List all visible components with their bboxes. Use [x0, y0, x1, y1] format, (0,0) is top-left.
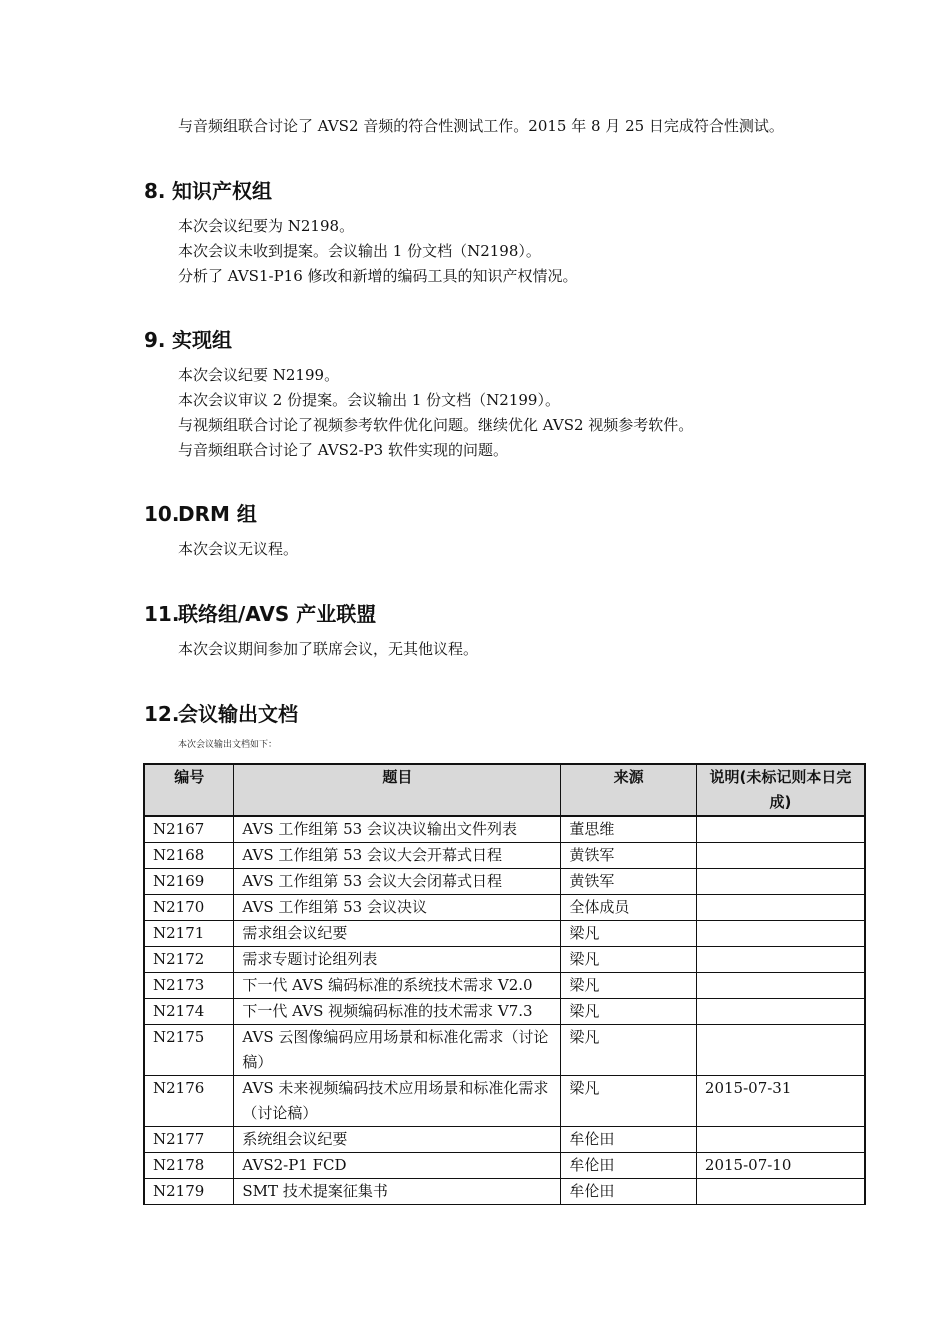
table-row [144, 999, 865, 1025]
cell-id: N2175 [144, 1025, 234, 1076]
section-9-line-3: 与视频组联合讨论了视频参考软件优化问题。继续优化 AVS2 视频参考软件。 [178, 416, 694, 434]
section-number: 10. [144, 502, 180, 526]
intro-paragraph: 与音频组联合讨论了 AVS2 音频的符合性测试工作。2015 年 8 月 25 日完成符合性测试。 [178, 117, 784, 135]
cell-source: 董思维 [561, 816, 697, 843]
cell-title: SMT 技术提案征集书 [234, 1179, 561, 1205]
cell-id: N2176 [144, 1076, 234, 1127]
cell-title: 系统组会议纪要 [234, 1127, 561, 1153]
cell-source: 黄铁军 [561, 869, 697, 895]
section-heading-11 [144, 601, 376, 627]
cell-note: 2015-07-31 [696, 1076, 865, 1127]
section-title: DRM 组 [178, 502, 257, 526]
cell-note: 2015-07-10 [696, 1153, 865, 1179]
section-number: 9. [144, 328, 166, 352]
cell-title: AVS2-P1 FCD [234, 1153, 561, 1179]
table-row [144, 843, 865, 869]
section-title: 实现组 [172, 328, 232, 352]
cell-id: N2178 [144, 1153, 234, 1179]
table-row [144, 1076, 865, 1127]
cell-id: N2174 [144, 999, 234, 1025]
section-8-line-1: 本次会议纪要为 N2198。 [178, 217, 355, 235]
cell-title: AVS 工作组第 53 会议决议输出文件列表 [234, 816, 561, 843]
table-row [144, 921, 865, 947]
cell-id: N2168 [144, 843, 234, 869]
cell-id: N2177 [144, 1127, 234, 1153]
section-number: 8. [144, 179, 166, 203]
output-documents-table [143, 763, 866, 1205]
cell-source: 牟伦田 [561, 1153, 697, 1179]
cell-note [696, 816, 865, 843]
cell-note [696, 843, 865, 869]
cell-note [696, 947, 865, 973]
table-row [144, 973, 865, 999]
cell-id: N2172 [144, 947, 234, 973]
cell-note [696, 895, 865, 921]
section-heading-9 [144, 327, 232, 353]
section-heading-10 [144, 501, 257, 527]
cell-title: 下一代 AVS 视频编码标准的技术需求 V7.3 [234, 999, 561, 1025]
section-heading-12 [144, 701, 298, 727]
section-number: 11. [144, 602, 180, 626]
table-row [144, 869, 865, 895]
section-10-line-1: 本次会议无议程。 [178, 540, 299, 558]
table-row [144, 1153, 865, 1179]
cell-id: N2179 [144, 1179, 234, 1205]
cell-source: 黄铁军 [561, 843, 697, 869]
table-header-row [144, 764, 865, 816]
table-row [144, 816, 865, 843]
cell-id: N2170 [144, 895, 234, 921]
cell-note [696, 1179, 865, 1205]
cell-source: 梁凡 [561, 999, 697, 1025]
cell-source: 梁凡 [561, 1076, 697, 1127]
section-title: 知识产权组 [172, 179, 272, 203]
cell-title: 需求组会议纪要 [234, 921, 561, 947]
cell-title: 需求专题讨论组列表 [234, 947, 561, 973]
section-8-line-3: 分析了 AVS1-P16 修改和新增的编码工具的知识产权情况。 [178, 267, 578, 285]
header-source: 来源 [561, 764, 697, 816]
cell-source: 梁凡 [561, 1025, 697, 1076]
cell-note [696, 869, 865, 895]
table-row [144, 895, 865, 921]
section-9-line-1: 本次会议纪要 N2199。 [178, 366, 340, 384]
header-id: 编号 [144, 764, 234, 816]
cell-note [696, 999, 865, 1025]
cell-id: N2171 [144, 921, 234, 947]
cell-source: 梁凡 [561, 947, 697, 973]
cell-id: N2167 [144, 816, 234, 843]
cell-title: 下一代 AVS 编码标准的系统技术需求 V2.0 [234, 973, 561, 999]
header-title: 题目 [234, 764, 561, 816]
section-9-line-4: 与音频组联合讨论了 AVS2-P3 软件实现的问题。 [178, 441, 508, 459]
section-title: 联络组/AVS 产业联盟 [178, 602, 377, 626]
header-note: 说明(未标记则本日完成) [696, 764, 865, 816]
cell-id: N2173 [144, 973, 234, 999]
cell-note [696, 921, 865, 947]
table-row [144, 1127, 865, 1153]
cell-note [696, 973, 865, 999]
cell-source: 牟伦田 [561, 1127, 697, 1153]
cell-source: 牟伦田 [561, 1179, 697, 1205]
cell-title: AVS 工作组第 53 会议大会闭幕式日程 [234, 869, 561, 895]
cell-title: AVS 云图像编码应用场景和标准化需求（讨论稿） [234, 1025, 561, 1076]
cell-source: 梁凡 [561, 973, 697, 999]
cell-title: AVS 未来视频编码技术应用场景和标准化需求（讨论稿） [234, 1076, 561, 1127]
table-row [144, 1025, 865, 1076]
cell-id: N2169 [144, 869, 234, 895]
section-number: 12. [144, 702, 180, 726]
table-row [144, 947, 865, 973]
table-caption: 本次会议输出文档如下： [178, 740, 278, 750]
cell-title: AVS 工作组第 53 会议大会开幕式日程 [234, 843, 561, 869]
cell-source: 梁凡 [561, 921, 697, 947]
section-title: 会议输出文档 [178, 702, 298, 726]
section-9-line-2: 本次会议审议 2 份提案。会议输出 1 份文档（N2199）。 [178, 391, 560, 409]
cell-source: 全体成员 [561, 895, 697, 921]
cell-title: AVS 工作组第 53 会议决议 [234, 895, 561, 921]
section-heading-8 [144, 178, 272, 204]
section-8-line-2: 本次会议未收到提案。会议输出 1 份文档（N2198）。 [178, 242, 541, 260]
cell-note [696, 1025, 865, 1076]
table-row [144, 1179, 865, 1205]
section-11-line-1: 本次会议期间参加了联席会议，无其他议程。 [178, 640, 479, 658]
cell-note [696, 1127, 865, 1153]
